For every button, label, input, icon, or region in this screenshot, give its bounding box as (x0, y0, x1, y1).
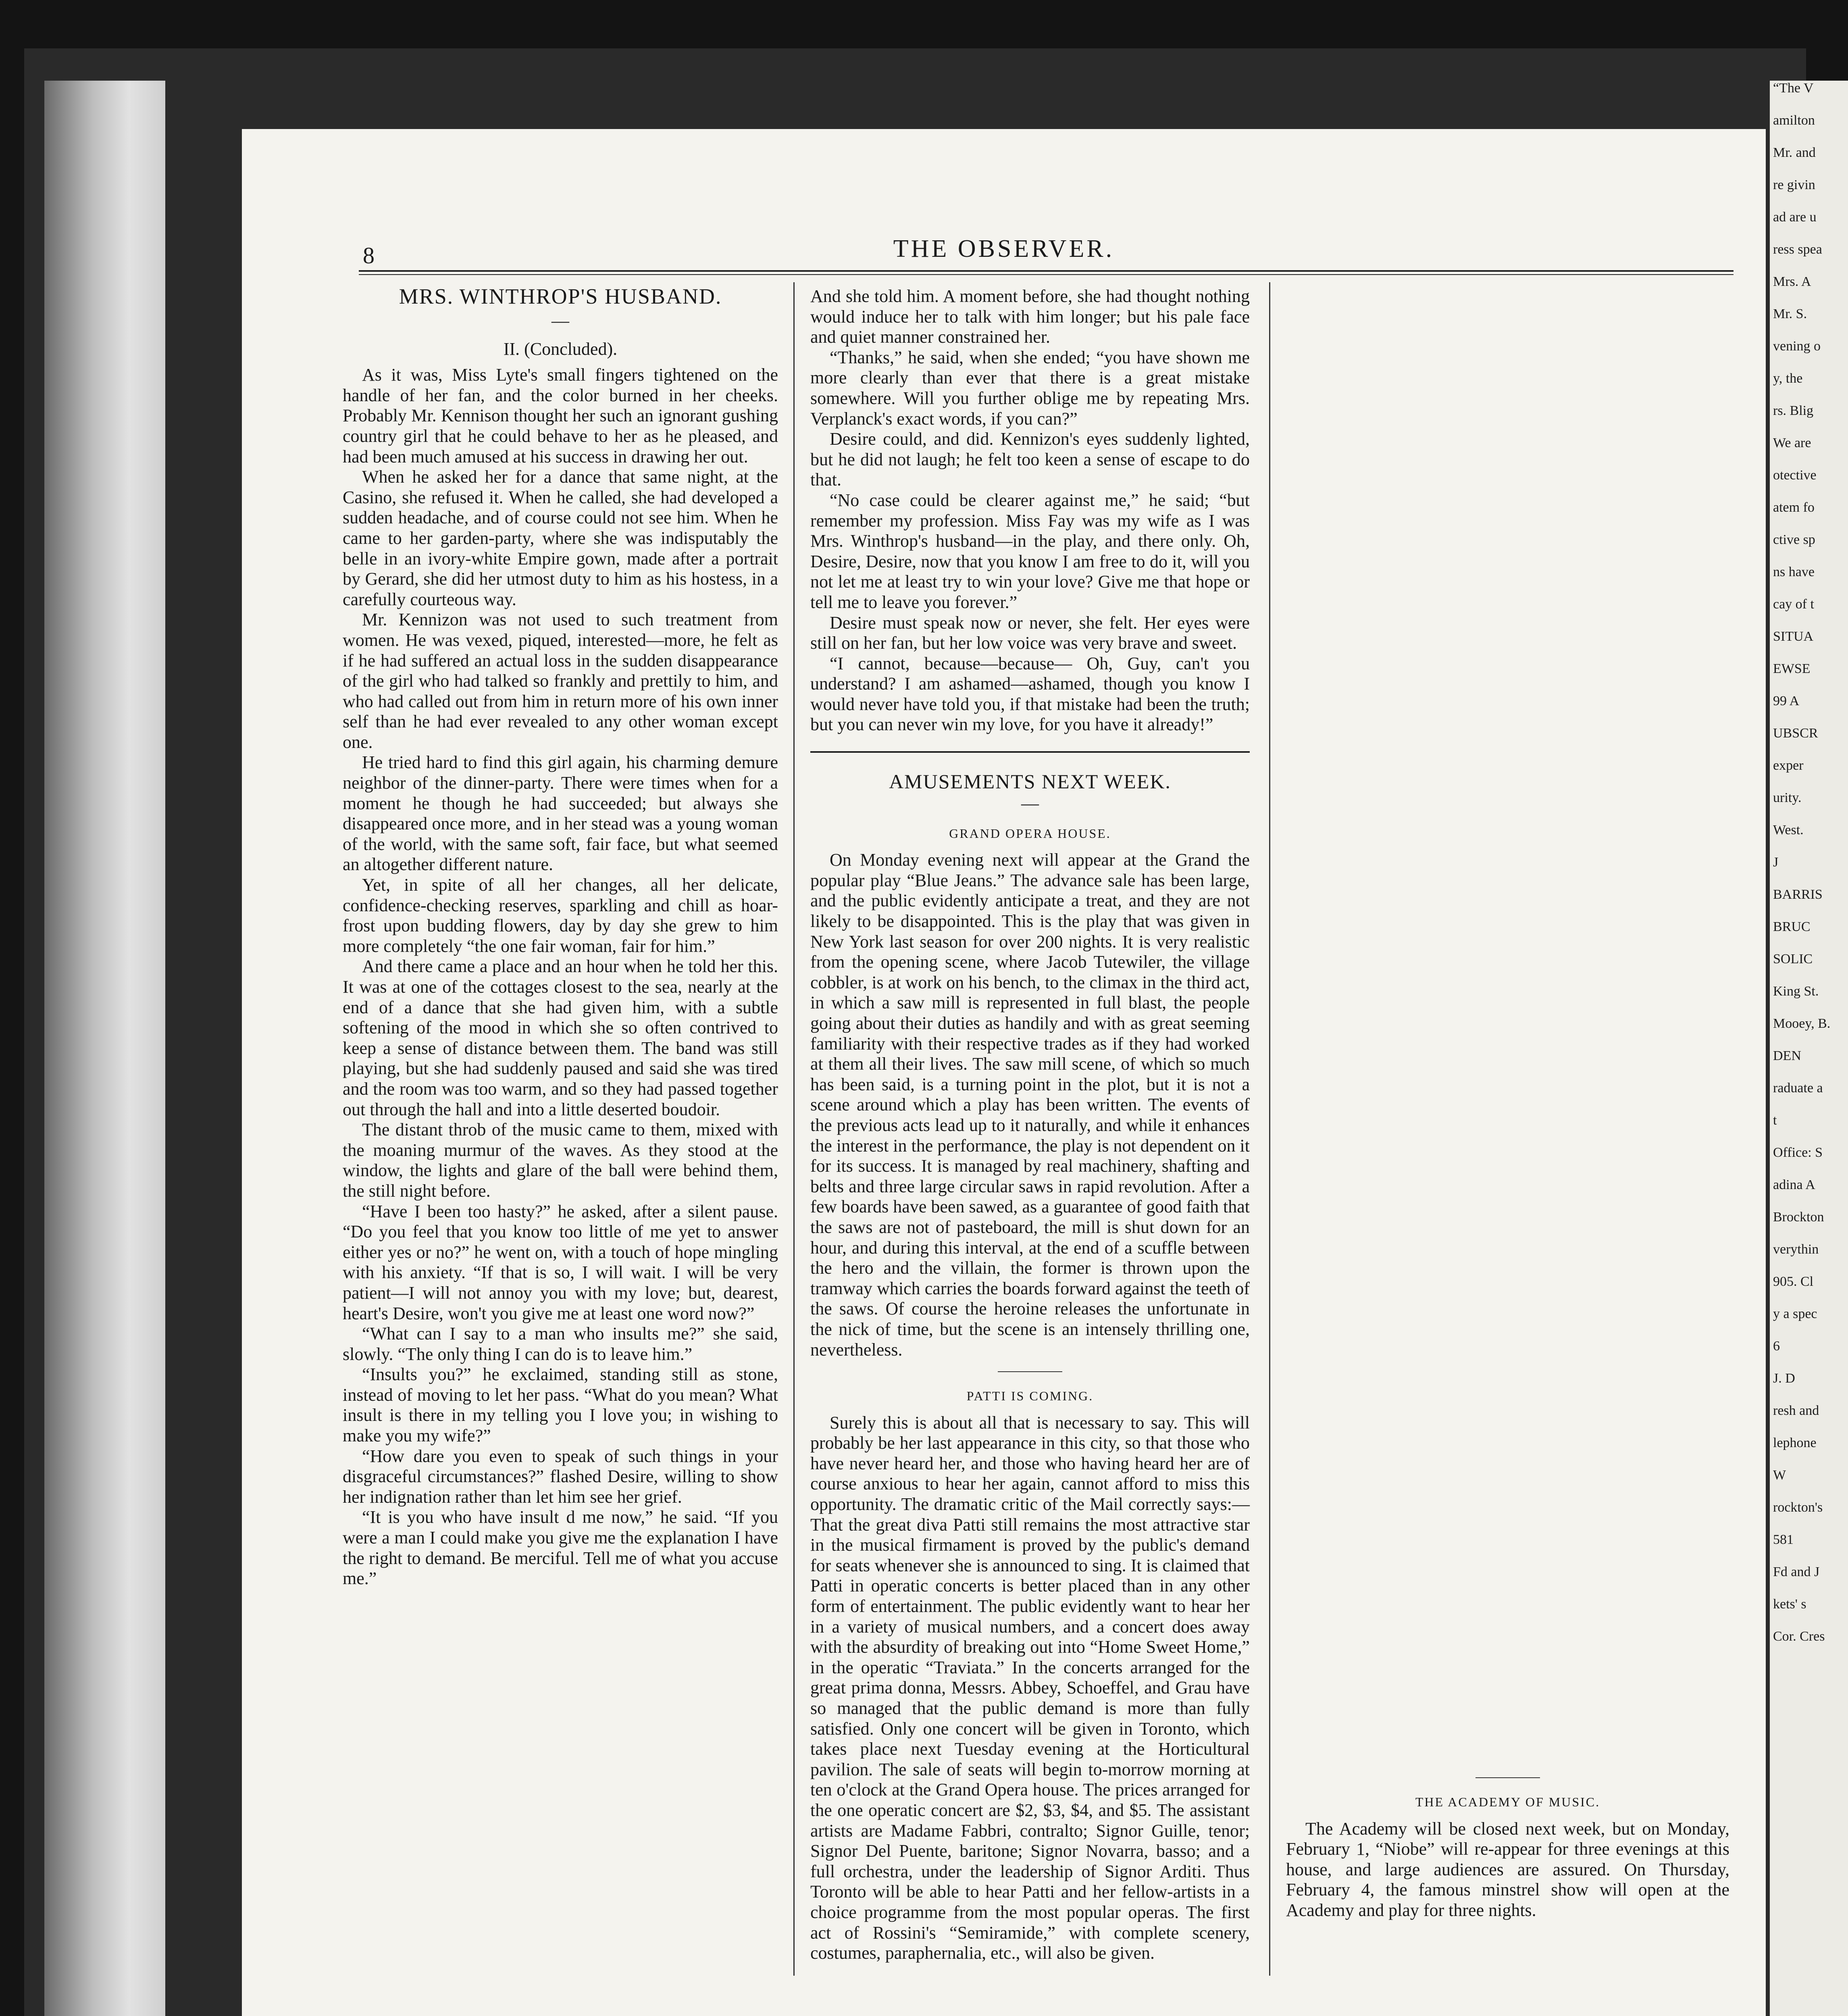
fragment-line: atem fo (1773, 500, 1815, 515)
story-paragraph: “It is you who have insult d me now,” he said. “If you were a man I could make you give me the explanation I have the right to demand. Be merciful. Tell me of what you accuse me.” (343, 1507, 778, 1589)
fragment-line: DEN (1773, 1048, 1801, 1063)
story-paragraph: Desire must speak now or never, she felt. Her eyes were still on her fan, but her low voice was very brave and sweet. (810, 612, 1250, 653)
newspaper-page (242, 129, 1766, 2016)
story-paragraph: “Have I been too hasty?” he asked, after a silent pause. “Do you feel that you know too little of me yet to answer either yes or no?” he went on, with a touch of hope mingling with his anxiety. “If that is so, I will wait. I will be very patient—I will not annoy you with my love; but, dearest, heart's Desire, won't you give me at least one word now?” (343, 1201, 778, 1323)
fragment-line: King St. (1773, 984, 1819, 999)
middle-column: And she told him. A moment before, she had thought nothing would induce her to talk with him longer; but his pale face and quiet manner constrained her. “Thanks,” he said, when she ended; “you have shown me more clearly than ever that there is a great mistake somewhere. Will you further oblige me by repeating Mrs. Verplanck's exact words, if you can?” Desire could, and did. Kennizon's eyes suddenly lighted, but he did not laugh; he felt too keen a sense of escape to do that. “No case could be clearer against me,” he said; “but remember my profession. Miss Fay was my wife as I was Mrs. Winthrop's husband—in the play, and there only. Oh, Desire, Desire, now that you know I am free to do it, will you not let me at least try to win your love? Give me that hope or tell me to leave you forever.” Desire must speak now or never, she felt. Her eyes were still on her fan, but her low voice was very brave and sweet. “I cannot, because—because— Oh, Guy, can't you understand? I am ashamed—ashamed, though you know I would never have told you, if that mistake had been the truth; but you can never win my love, for you have it already!” AMUSEMENTS NEXT WEEK. — GRAND OPERA HOUSE. On Monday evening next will appear at the Grand the popular play “Blue Jeans.” The advance sale has been large, and the public evidently anticipate a treat, and they are not likely to be disappointed. This is the play that was given in New York last season for over 200 nights. It is very realistic from the opening scene, where Jacob Tutewiler, the village cobbler, is at work on his bench, to the climax in the third act, in which a saw mill is represented in full blast, the people going about their duties as handily and with as great seeming familiarity with their respective trades as if they had worked at them all their lives. The saw mill scene, of which so much has been said, is a turning point in the plot, but it is not a scene around which a play has been written. The events of the previous acts lead up to it naturally, and while it enhances the interest in the performance, the play is not dependent on it for its success. It is managed by real machinery, shafting and belts and three large circular saws in rapid revolution. After a few boards have been sawed, as a guarantee of good faith that the saws are not of pasteboard, the mill is shut down for an hour, and during this interval, at the end of a scuffle between the hero and the villain, the former is thrown upon the tramway which carries the boards forward against the teeth of the saws. Of course the heroine releases the unfortunate in the nick of time, but the scene is an intensely thrilling one, nevertheless. PATTI IS COMING. Surely this is about all that is necessary to say. This will probably be her last appearance in this city, so that those who have never heard her, and those who having heard her are of course anxious to hear her again, cannot afford to miss this opportunity. The dramatic critic of the Mail correctly says:—That the great diva Patti still remains the most attractive star in the musical firmament is proved by the public's demand for seats whenever she is announced to sing. It is claimed that Patti in operatic concerts is better placed than in any other form of entertainment. The public evidently want to hear her in a variety of musical numbers, and a concert does away with the absurdity of breaking out into “Home Sweet Home,” in the operatic “Traviata.” In the concerts arranged for the great prima donna, Messrs. Abbey, Schoeffel, and Grau have so managed that the public demand is more than fully satisfied. Only one concert will be given in Toronto, which takes place next Tuesday evening at the Horticultural pavilion. The sale of seats will begin to-morrow morning at ten o'clock at the Grand Opera house. The prices arranged for the one operatic concert are $2, $3, $4, and $5. The assistant artists are Madame Fabbri, contralto; Signor Guille, tenor; Signor Del Puente, baritone; Signor Novarra, basso; and a full orchestra, under the leadership of Signor Arditi. Thus Toronto will be able to hear Patti and her fellow-artists in a choice programme from the most popular operas. The first act of Rossini's “Semiramide,” with complete scenery, costumes, paraphernalia, etc., will also be given. (810, 286, 1250, 1963)
story-paragraph: “What can I say to a man who insults me?” she said, slowly. “The only thing I can do is to leave him.” (343, 1324, 778, 1364)
fragment-line: lephone (1773, 1435, 1817, 1450)
fragment-line: BRUC (1773, 919, 1811, 934)
fragment-line: Mr. and (1773, 145, 1816, 160)
story-paragraph: “I cannot, because—because— Oh, Guy, can't you understand? I am ashamed—ashamed, though you know I would never have told you, if that mistake had been the truth; but you can never win my love, for you have it already!” (810, 653, 1250, 735)
academy-heading: THE ACADEMY OF MUSIC. (1415, 1795, 1600, 1809)
fragment-line: ns have (1773, 564, 1815, 579)
masthead-rule-thin (359, 274, 1734, 275)
fragment-line: Office: S (1773, 1145, 1823, 1160)
fragment-line: W (1773, 1468, 1786, 1483)
fragment-line: J. D (1773, 1371, 1795, 1386)
story-paragraph: Desire could, and did. Kennizon's eyes suddenly lighted, but he did not laugh; he felt too keen a sense of escape to do that. (810, 429, 1250, 490)
adjacent-page-fragment (1770, 81, 1848, 2016)
grand-opera-heading: GRAND OPERA HOUSE. (949, 826, 1111, 841)
fragment-line: vening o (1773, 339, 1821, 354)
fragment-line: t (1773, 1113, 1777, 1128)
fragment-line: otective (1773, 468, 1817, 483)
fragment-line: BARRIS (1773, 887, 1823, 902)
amusements-title: AMUSEMENTS NEXT WEEK. (889, 770, 1171, 793)
story-paragraph: When he asked her for a dance that same night, at the Casino, she refused it. When he called, she had developed a sudden headache, and of course could not see him. When he came to her garden-party, where she was indisputably the belle in an ivory-white Empire gown, made after a portrait by Gerard, she did her utmost duty to him as his hostess, in a carefully courteous way. (343, 467, 778, 609)
page-number: 8 (363, 242, 375, 269)
fragment-line: rockton's (1773, 1500, 1823, 1515)
masthead: THE OBSERVER. (893, 235, 1115, 262)
story-title: MRS. WINTHROP'S HUSBAND. (399, 284, 722, 308)
patti-heading: PATTI IS COMING. (966, 1389, 1094, 1404)
patti-text: Surely this is about all that is necessary to say. This will probably be her last appearance in this city, so that those who have never heard her, and those who having heard her are of course anxious to hear her again, cannot afford to miss this opportunity. The dramatic critic of the Mail correctly says:—That the great diva Patti still remains the most attractive star in the musical firmament is proved by the public's demand for seats whenever she is announced to sing. It is claimed that Patti in operatic concerts is better placed than in any other form of entertainment. The public evidently want to hear her in a variety of musical numbers, and a concert does away with the absurdity of breaking out into “Home Sweet Home,” in the operatic “Traviata.” In the concerts arranged for the great prima donna, Messrs. Abbey, Schoeffel, and Grau have so managed that the public demand is more than fully satisfied. Only one concert will be given in Toronto, which takes place next Tuesday evening at the Horticultural pavilion. The sale of seats will begin to-morrow morning at ten o'clock at the Grand Opera house. The prices arranged for the one operatic concert are $2, $3, $4, and $5. The assistant artists are Madame Fabbri, contralto; Signor Guille, tenor; Signor Del Puente, baritone; Signor Novarra, basso; and a full orchestra, under the leadership of Signor Arditi. Thus Toronto will be able to hear Patti and her fellow-artists in a choice programme from the most popular operas. The first act of Rossini's “Semiramide,” with complete scenery, costumes, paraphernalia, etc., will also be given. (810, 1412, 1250, 1963)
fragment-line: re givin (1773, 177, 1815, 192)
column-divider (793, 282, 795, 1976)
story-paragraph: “Insults you?” he exclaimed, standing still as stone, instead of moving to let her pass. “What do you mean? What insult is there in my telling you I love you; in wishing to make you my wife?” (343, 1364, 778, 1446)
fragment-line: Brockton (1773, 1210, 1824, 1225)
fragment-line: y a spec (1773, 1306, 1817, 1321)
fragment-line: urity. (1773, 790, 1802, 805)
column-divider (1269, 282, 1270, 1976)
fragment-line: SITUA (1773, 629, 1814, 644)
masthead-rule (359, 270, 1734, 272)
fragment-line: rs. Blig (1773, 403, 1814, 418)
story-column: MRS. WINTHROP'S HUSBAND. — II. (Concluded). As it was, Miss Lyte's small fingers tightened on the handle of her fan, and the color burned in her cheeks. Probably Mr. Kennison thought her such an ignorant gushing country girl that he could behave to her as he pleased, and had been much amused at his success in drawing her out. When he asked her for a dance that same night, at the Casino, she refused it. When he called, she had developed a sudden headache, and of course could not see him. When he came to her garden-party, where she was indisputably the belle in an ivory-white Empire gown, made after a portrait by Gerard, she did her utmost duty to him as his hostess, in a carefully courteous way. Mr. Kennizon was not used to such treatment from women. He was vexed, piqued, interested—more, he felt as if he had suffered an actual loss in the sudden disappearance of the girl who had talked so frankly and prettily to him, and who had called out from him in return more of his own inner self than he had ever revealed to any other woman except one. He tried hard to find this girl again, his charming demure neighbor of the dinner-party. There were times when for a moment he though he had succeeded; but always she disappeared once more, and in her stead was a young woman of the world, with the same soft, fair face, but what seemed an altogether different nature. Yet, in spite of all her changes, all her delicate, confidence-checking reserves, sparkling and chill as hoar-frost upon budding flowers, day by day she grew to him more completely “the one fair woman, fair for him.” And there came a place and an hour when he told her this. It was at one of the cottages closest to the sea, nearly at the end of a dance that she had given him, with a subtle softening of the mood in which she so often contrived to keep a sense of distance between them. The band was still playing, but she had suddenly paused and said she was tired and the room was too warm, and so they had passed together out through the hall and into a little deserted boudoir. The distant throb of the music came to them, mixed with the moaning murmur of the waves. As they stood at the window, the lights and glare of the ball were behind them, the still night before. “Have I been too hasty?” he asked, after a silent pause. “Do you feel that you know too little of me yet to answer either yes or no?” he went on, with a touch of hope mingling with his anxiety. “If that is so, I will wait. I will be very patient—I will not annoy you with my love; but, dearest, heart's Desire, won't you give me at least one word now?” “What can I say to a man who insults me?” she said, slowly. “The only thing I can do is to leave him.” “Insults you?” he exclaimed, standing still as stone, instead of moving to let her pass. “What do you mean? What insult is there in my telling you I love you; in wishing to make you my wife?” “How dare you even to speak of such things in your disgraceful circumstances?” flashed Desire, willing to show her indignation rather than let him see her grief. “It is you who have insult d me now,” he said. “If you were a man I could make you give me the explanation I have the right to demand. Be merciful. Tell me of what you accuse me.” (343, 284, 778, 1589)
story-paragraph: And there came a place and an hour when he told her this. It was at one of the cottages closest to the sea, nearly at the end of a dance that she had given him, with a subtle softening of the mood in which she so often contrived to keep a sense of distance between them. The band was still playing, but she had suddenly paused and said she was tired and the room was too warm, and so they had passed together out through the hall and into a little deserted boudoir. (343, 956, 778, 1119)
story-paragraph: And she told him. A moment before, she had thought nothing would induce her to talk with him longer; but his pale face and quiet manner constrained her. (810, 286, 1250, 347)
story-paragraph: As it was, Miss Lyte's small fingers tightened on the handle of her fan, and the color burned in her cheeks. Probably Mr. Kennison thought her such an ignorant gushing country girl that he could behave to her as he pleased, and had been much amused at his success in drawing her out. (343, 365, 778, 467)
fragment-line: West. (1773, 823, 1804, 837)
fragment-line: 581 (1773, 1532, 1794, 1547)
fragment-line: ad are u (1773, 210, 1817, 225)
story-paragraph: “No case could be clearer against me,” he said; “but remember my profession. Miss Fay was my wife as I was Mrs. Winthrop's husband—in the play, and there only. Oh, Desire, Desire, now that you know I am free to do it, will you not let me at least try to win your love? Give me that hope or tell me to leave you forever.” (810, 490, 1250, 612)
grand-opera-text: On Monday evening next will appear at the Grand the popular play “Blue Jeans.” The advance sale has been large, and the public evidently anticipate a treat, and they are not likely to be disappointed. This is the play that was given in New York last season for over 200 nights. It is very realistic from the opening scene, where Jacob Tutewiler, the village cobbler, is at work on his bench, to the climax in the third act, in which a saw mill is represented in full blast, the people going about their duties as handily and with as great seeming familiarity with their respective trades as if they had worked at them all their lives. The saw mill scene, of which so much has been said, is a turning point in the plot, but it is not a scene around which a play has been written. The events of the previous acts lead up to it naturally, and while it enhances the interest in the performance, the play is not dependent on it for its success. It is managed by real machinery, shafting and belts and three large circular saws in rapid revolution. After a few boards have been sawed, as a guarantee of good faith that the saws are not of pasteboard, the mill is shut down for an hour, and during this interval, at the end of a scuffle between the hero and the villain, the former is thrown upon the tramway which carries the boards forward against the teeth of the saws. Of course the heroine releases the unfortunate in the nick of time, but the scene is an intensely thrilling one, nevertheless. (810, 850, 1250, 1360)
fragment-line: “The V (1773, 81, 1814, 96)
academy-text: The Academy will be closed next week, but on Monday, February 1, “Niobe” will re-appear for three evenings at this house, and large audiences are assured. On Thursday, February 4, the famous minstrel show will open at the Academy and play for three nights. (1286, 1818, 1729, 1920)
fragment-line: Mooey, B. (1773, 1016, 1831, 1031)
fragment-line: Mr. S. (1773, 306, 1807, 321)
fragment-line: adina A (1773, 1177, 1815, 1192)
fragment-line: exper (1773, 758, 1804, 773)
fragment-line: amilton (1773, 113, 1815, 128)
fragment-line: ress spea (1773, 242, 1822, 257)
story-body (343, 365, 778, 1589)
fragment-line: 905. Cl (1773, 1274, 1814, 1289)
story-continued (810, 286, 1250, 735)
fragment-line: cay of t (1773, 597, 1814, 612)
section-rule (810, 751, 1250, 753)
right-column (1286, 1766, 1729, 1921)
fragment-line: resh and (1773, 1403, 1819, 1418)
story-part: II. (Concluded). (503, 339, 618, 359)
story-paragraph: He tried hard to find this girl again, his charming demure neighbor of the dinner-party. There were times when for a moment he though he had succeeded; but always she disappeared once more, and in her stead was a young woman of the world, with the same soft, fair face, but what seemed an altogether different nature. (343, 752, 778, 875)
book-binding (44, 81, 165, 2016)
fragment-line: SOLIC (1773, 952, 1813, 966)
story-paragraph: Mr. Kennizon was not used to such treatment from women. He was vexed, piqued, interested—more, he felt as if he had suffered an actual loss in the sudden disappearance of the girl who had talked so frankly and prettily to him, and who had called out from him in return more of his own inner self than he had ever revealed to any other woman except one. (343, 610, 778, 752)
fragment-line: J (1773, 855, 1779, 870)
fragment-line: Fd and J (1773, 1564, 1820, 1579)
story-paragraph: “Thanks,” he said, when she ended; “you have shown me more clearly than ever that there is a great mistake somewhere. Will you further oblige me by repeating Mrs. Verplanck's exact words, if you can?” (810, 347, 1250, 429)
fragment-line: kets' s (1773, 1597, 1806, 1612)
fragment-line: ctive sp (1773, 532, 1815, 547)
fragment-line: verythin (1773, 1242, 1819, 1257)
fragment-line: Cor. Cres (1773, 1629, 1825, 1644)
fragment-line: y, the (1773, 371, 1803, 386)
fragment-line: EWSE (1773, 661, 1811, 676)
fragment-line: raduate a (1773, 1081, 1823, 1095)
fragment-line: 99 A (1773, 694, 1800, 708)
fragment-line: 6 (1773, 1339, 1780, 1354)
fragment-line: We are (1773, 435, 1811, 450)
fragment-line: UBSCR (1773, 726, 1818, 741)
story-paragraph: “How dare you even to speak of such things in your disgraceful circumstances?” flashed Desire, willing to show her indignation rather than let him see her grief. (343, 1446, 778, 1507)
story-paragraph: Yet, in spite of all her changes, all her delicate, confidence-checking reserves, sparkling and chill as hoar-frost upon budding flowers, day by day she grew to him more completely “the one fair woman, fair for him.” (343, 875, 778, 956)
story-paragraph: The distant throb of the music came to them, mixed with the moaning murmur of the waves. As they stood at the window, the lights and glare of the ball were behind them, the still night before. (343, 1120, 778, 1201)
fragment-line: Mrs. A (1773, 274, 1811, 289)
